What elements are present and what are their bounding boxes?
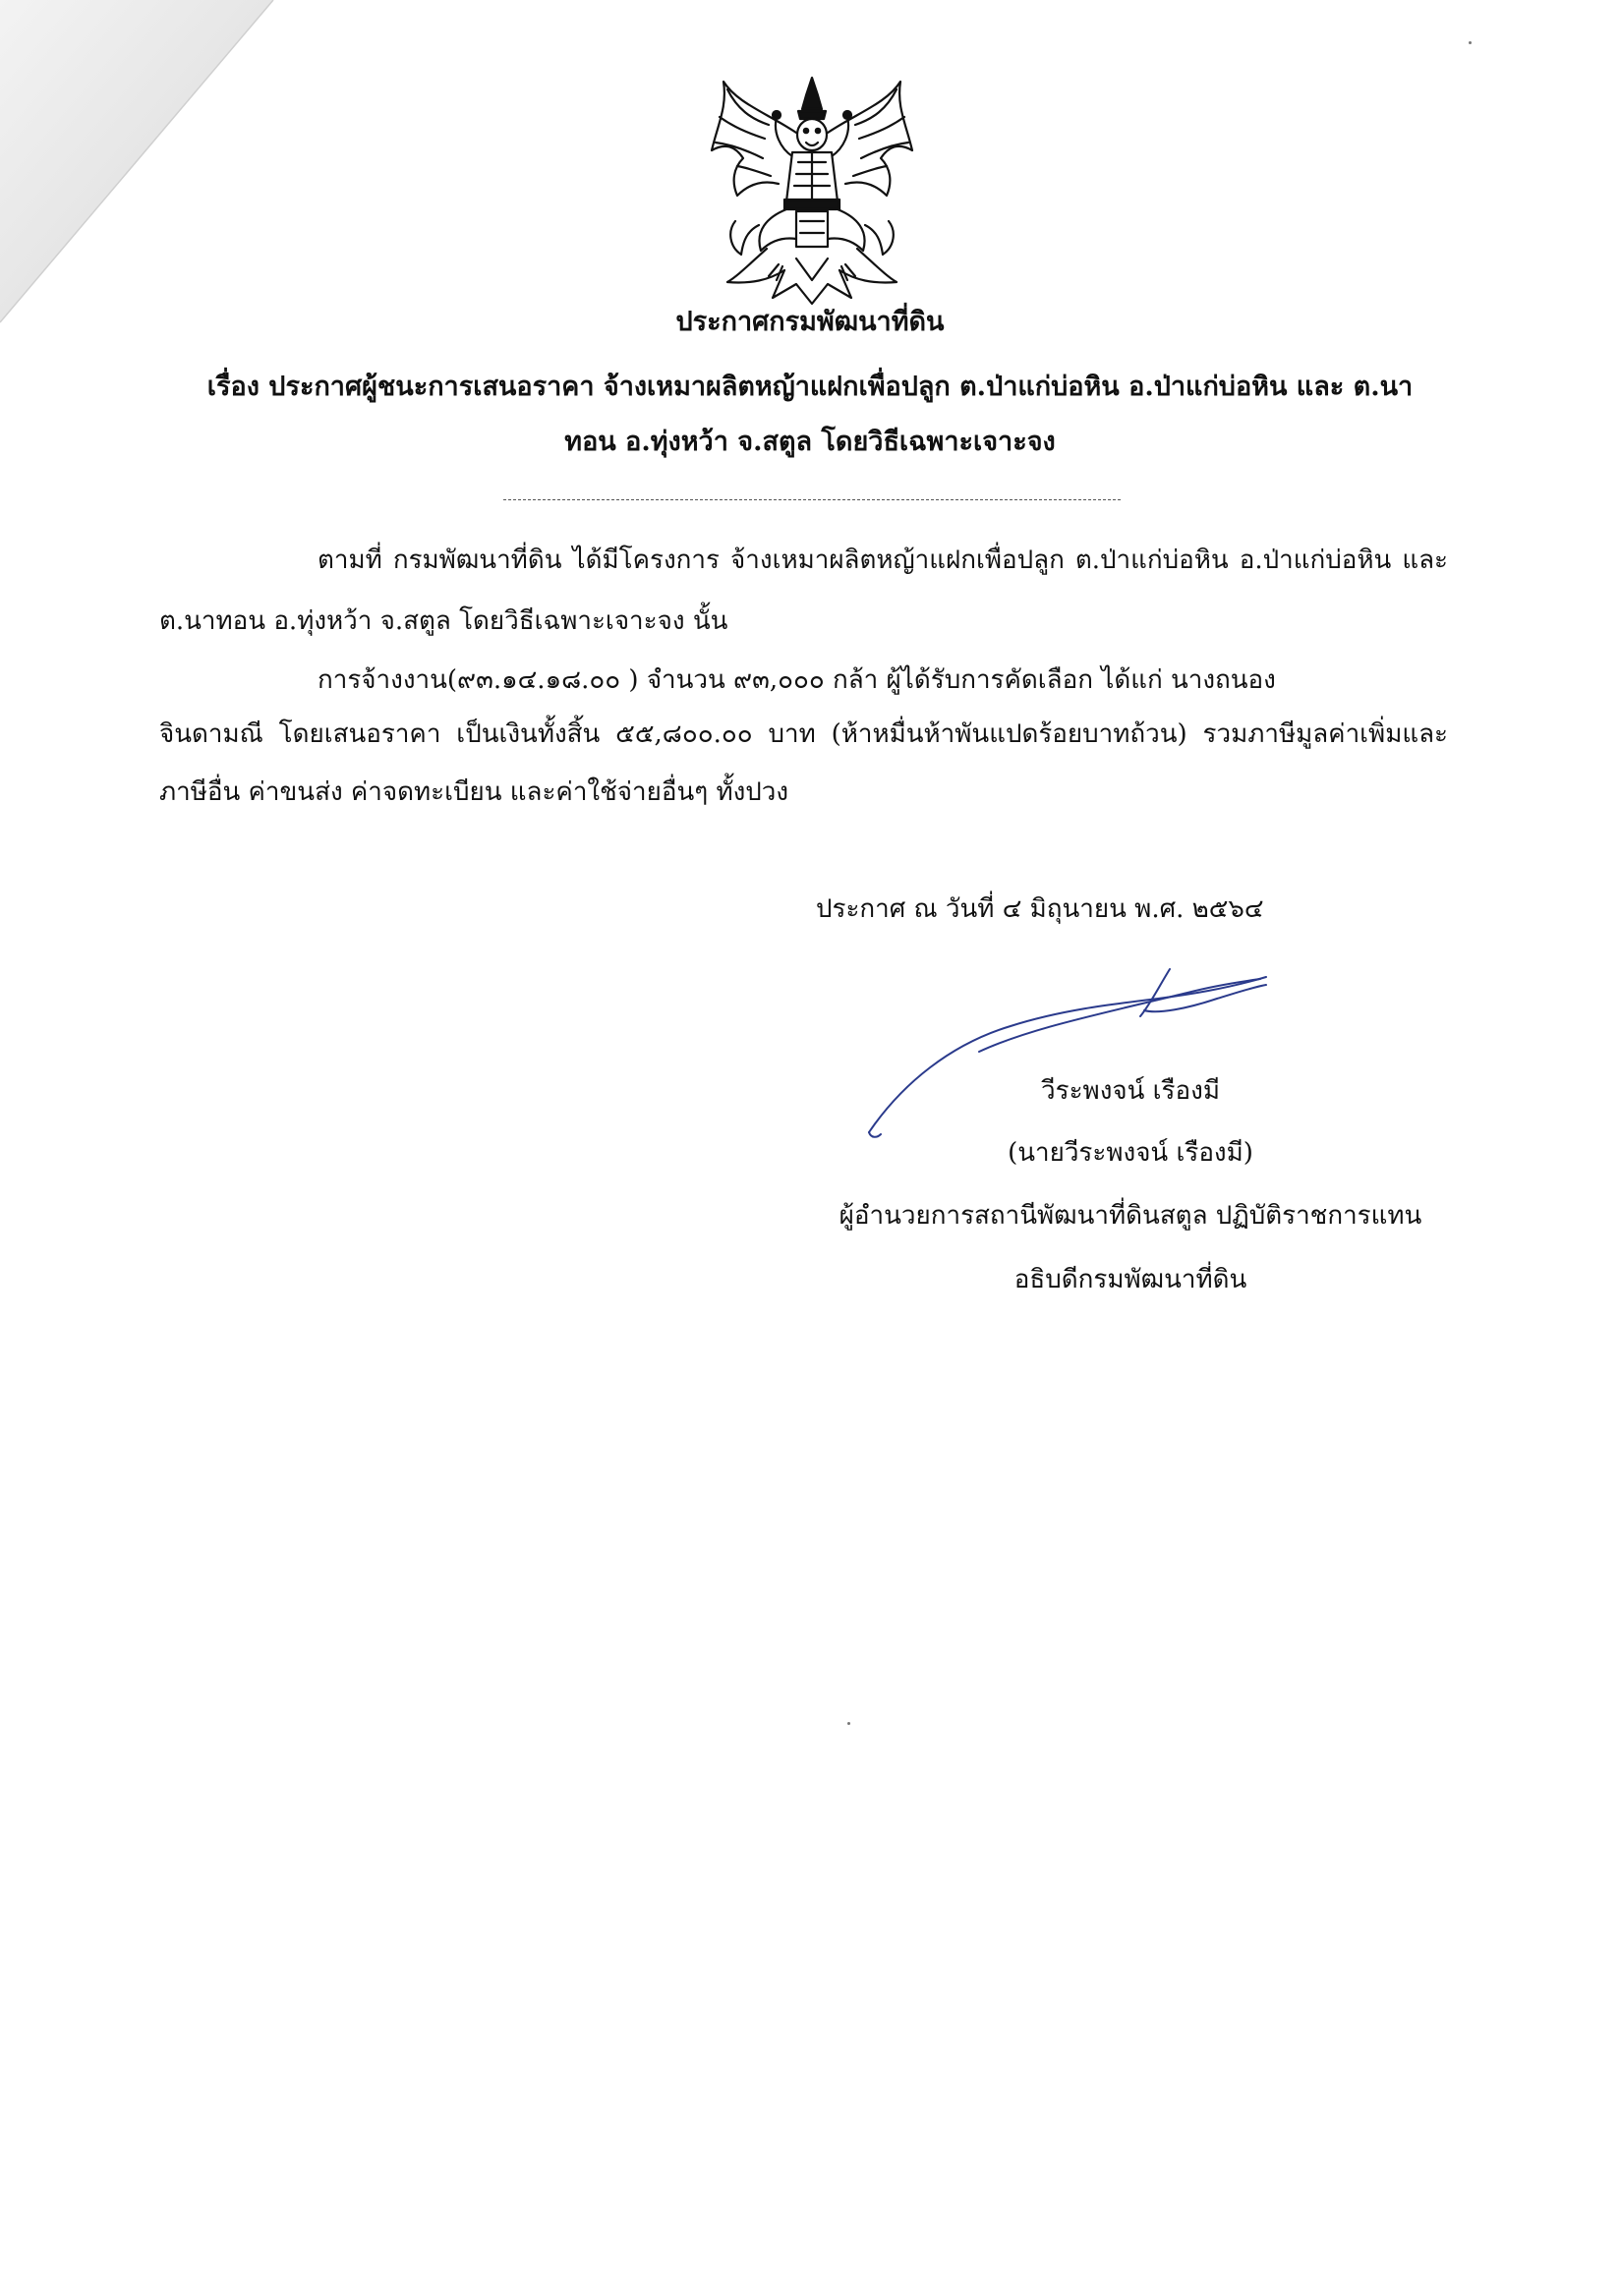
- paragraph-2-line-3: ภาษีอื่น ค่าขนส่ง ค่าจดทะเบียน และค่าใช้จ่ายอื่นๆ ทั้งปวง: [159, 777, 789, 807]
- paragraph-2-line-2: จินดามณี โดยเสนอราคา เป็นเงินทั้งสิ้น ๕๕,๘๐๐.๐๐ บาท (ห้าหมื่นห้าพันแปดร้อยบาทถ้วน) รวมภาษีมูลค่าเพิ่มและ: [159, 719, 1448, 749]
- paragraph-2-line-1: การจ้างงาน(๙๓.๑๔.๑๘.๐๐ ) จำนวน ๙๓,๐๐๐ กล้า ผู้ได้รับการคัดเลือก ได้แก่ นางถนอง: [318, 665, 1276, 695]
- scan-speck: [847, 1722, 850, 1725]
- signer-on-behalf: อธิบดีกรมพัฒนาที่ดิน: [1013, 1265, 1247, 1294]
- paragraph-1-line-2: ต.นาทอน อ.ทุ่งหว้า จ.สตูล โดยวิธีเฉพาะเจาะจง นั้น: [159, 606, 728, 636]
- signer-name: วีระพงจน์ เรืองมี: [1041, 1076, 1220, 1106]
- scan-speck: [1469, 41, 1472, 44]
- signer-position: ผู้อำนวยการสถานีพัฒนาที่ดินสตูล ปฏิบัติราชการแทน: [839, 1201, 1422, 1231]
- divider: [503, 499, 1121, 500]
- handwritten-signature: [863, 965, 1276, 1144]
- subject-line-1: เรื่อง ประกาศผู้ชนะการเสนอราคา จ้างเหมาผลิตหญ้าแฝกเพื่อปลูก ต.ป่าแก่บ่อหิน อ.ป่าแก่บ่อหิน และ ต.นา: [206, 372, 1414, 402]
- announcement-date: ประกาศ ณ วันที่ ๔ มิถุนายน พ.ศ. ๒๕๖๔: [816, 894, 1264, 924]
- garuda-emblem-icon: [708, 74, 916, 305]
- agency-heading: ประกาศกรมพัฒนาที่ดิน: [675, 307, 945, 337]
- subject-line-2: ทอน อ.ทุ่งหว้า จ.สตูล โดยวิธีเฉพาะเจาะจง: [564, 427, 1056, 457]
- folded-corner: [0, 0, 285, 334]
- signer-full-name: (นายวีระพงจน์ เรืองมี): [1008, 1138, 1253, 1168]
- paragraph-1-line-1: ตามที่ กรมพัฒนาที่ดิน ได้มีโครงการ จ้างเหมาผลิตหญ้าแฝกเพื่อปลูก ต.ป่าแก่บ่อหิน อ.ป่าแก่บ่อหิน และ: [318, 545, 1448, 575]
